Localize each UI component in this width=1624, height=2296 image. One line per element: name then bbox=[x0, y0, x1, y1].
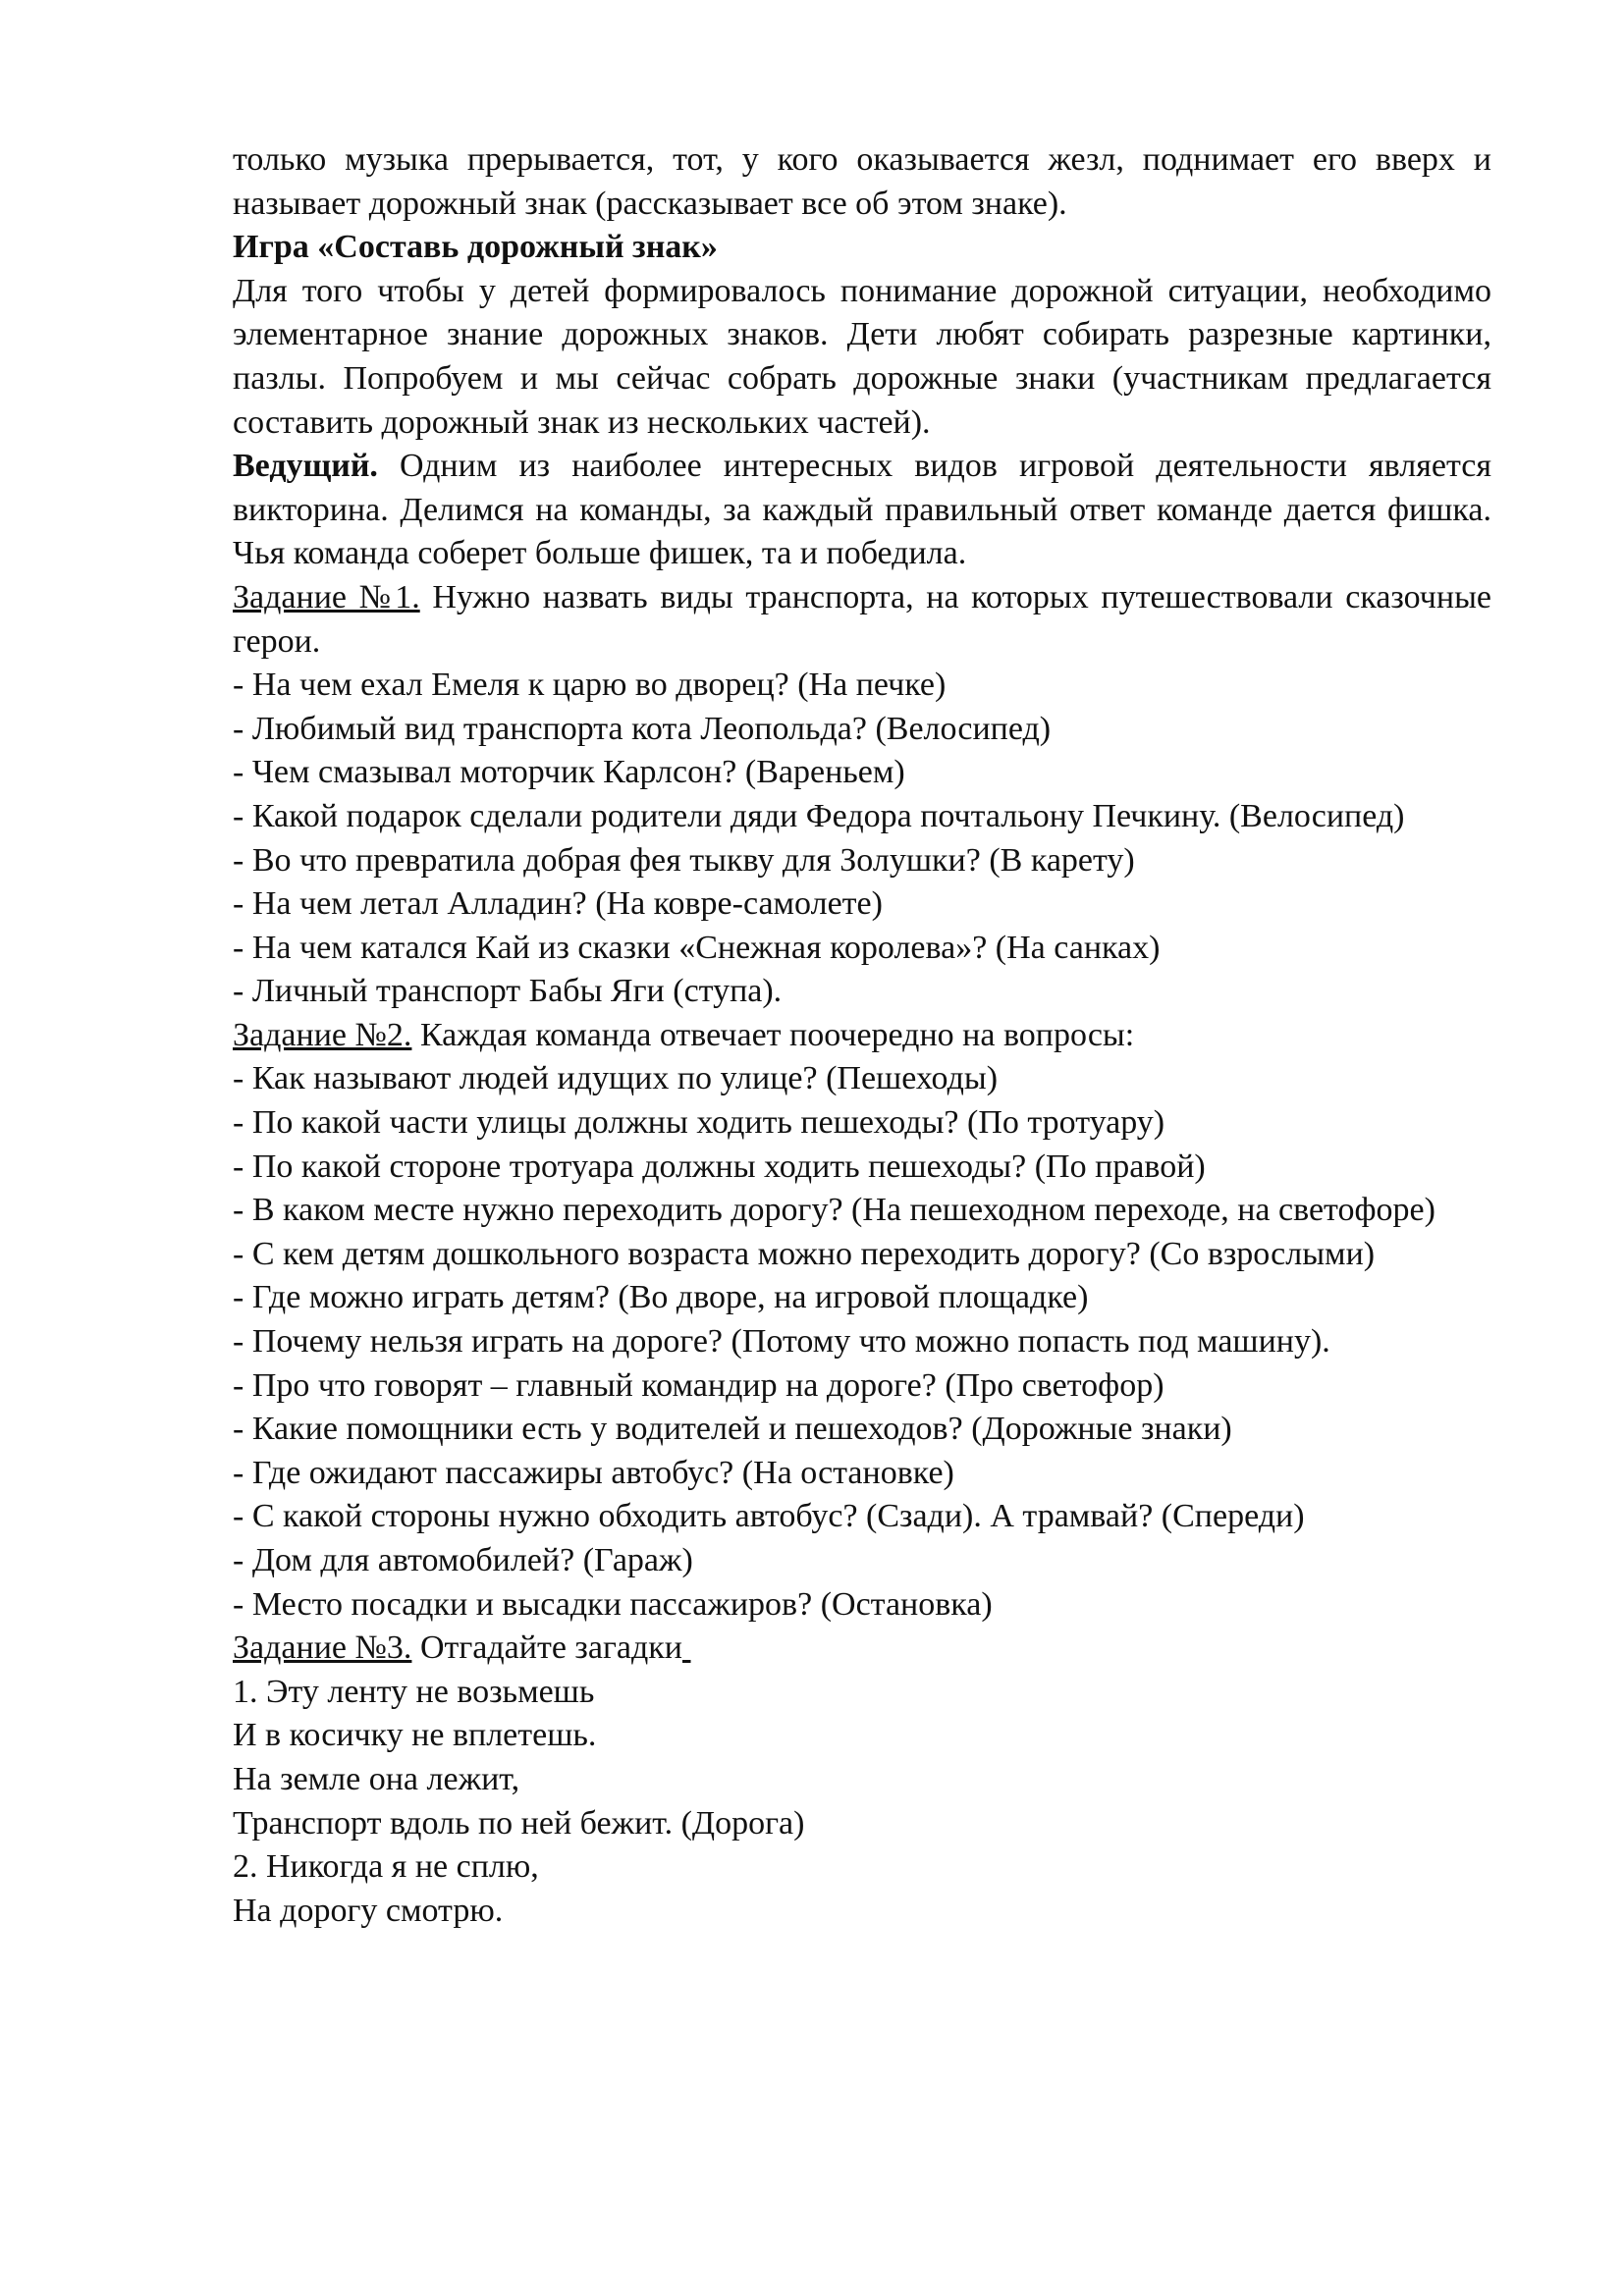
task2-question: - Где можно играть детям? (Во дворе, на игровой площадке) bbox=[233, 1279, 1089, 1316]
task2-question: - Где ожидают пассажиры автобус? (На остановке) bbox=[233, 1454, 954, 1491]
task1-text: Нужно назвать виды транспорта, на которых путешествовали сказочные герои. bbox=[233, 578, 1492, 660]
game-paragraph: Для того чтобы у детей формировалось понимание дорожной ситуации, необходимо элементарное знание дорожных знаков. Дети любят собирать разрезные картинки, пазлы. Попробуем и мы сейчас собрать дорожные знаки (участникам предлагается составить дорожный знак из нескольких частей). bbox=[233, 272, 1491, 441]
riddle-line: И в косичку не вплетешь. bbox=[233, 1717, 597, 1754]
riddle-line: На земле она лежит, bbox=[233, 1760, 520, 1797]
task2-question: - С кем детям дошкольного возраста можно переходить дорогу? (Со взрослыми) bbox=[233, 1235, 1376, 1272]
game-heading: Игра «Составь дорожный знак» bbox=[233, 229, 718, 266]
task2-question-list bbox=[233, 1057, 1491, 1627]
task2-question: - По какой части улицы должны ходить пешеходы? (По тротуару) bbox=[233, 1104, 1165, 1142]
task2-question: - Дом для автомобилей? (Гараж) bbox=[233, 1542, 693, 1578]
task2-text: Каждая команда отвечает поочередно на вопросы: bbox=[411, 1016, 1135, 1053]
host-label: Ведущий. bbox=[233, 448, 378, 485]
task1-label: Задание №1. bbox=[233, 578, 420, 615]
task2-question: - Про что говорят – главный командир на дороге? (Про светофор) bbox=[233, 1366, 1164, 1404]
task2-question: - С какой стороны нужно обходить автобус? (Сзади). А трамвай? (Спереди) bbox=[233, 1498, 1305, 1535]
task1-question: - Какой подарок сделали родители дяди Федора почтальону Печкину. (Велосипед) bbox=[233, 797, 1405, 834]
task3-heading bbox=[233, 1627, 1491, 1671]
task2-heading bbox=[233, 1014, 1491, 1058]
task1-question: - На чем ехал Емеля к царю во дворец? (На печке) bbox=[233, 667, 947, 704]
task1-question: - Личный транспорт Бабы Яги (ступа). bbox=[233, 973, 783, 1010]
task1-question-list bbox=[233, 664, 1491, 1014]
host-text: Одним из наиболее интересных видов игровой деятельности является викторина. Делимся на команды, за каждый правильный ответ команде дается фишка. Чья команда соберет больше фишек, та и победила. bbox=[233, 448, 1491, 572]
riddle-line: Транспорт вдоль по ней бежит. (Дорога) bbox=[233, 1804, 805, 1842]
task1-question: - Любимый вид транспорта кота Леопольда? (Велосипед) bbox=[233, 710, 1052, 747]
document-page bbox=[233, 138, 1491, 1933]
riddle-list bbox=[233, 1671, 1491, 1934]
task1-question: - На чем летал Алладин? (На ковре-самолете) bbox=[233, 885, 883, 923]
task2-question: - Почему нельзя играть на дороге? (Потому что можно попасть под машину). bbox=[233, 1323, 1330, 1361]
task2-question: - В каком месте нужно переходить дорогу? (На пешеходном переходе, на светофоре) bbox=[233, 1192, 1435, 1229]
task2-question: - Место посадки и высадки пассажиров? (Остановка) bbox=[233, 1585, 993, 1623]
task2-question: - По какой стороне тротуара должны ходить пешеходы? (По правой) bbox=[233, 1148, 1206, 1185]
task3-label: Задание №3. bbox=[233, 1629, 412, 1667]
riddle-line: 1. Эту ленту не возьмешь bbox=[233, 1673, 595, 1710]
task2-question: - Какие помощники есть у водителей и пешеходов? (Дорожные знаки) bbox=[233, 1411, 1232, 1448]
intro-paragraph: только музыка прерывается, тот, у кого оказывается жезл, поднимает его вверх и называет дорожный знак (рассказывает все об этом знаке). bbox=[233, 141, 1491, 222]
task2-question: - Как называют людей идущих по улице? (Пешеходы) bbox=[233, 1060, 999, 1097]
riddle-line: 2. Никогда я не сплю, bbox=[233, 1848, 539, 1886]
task1-question: - На чем катался Кай из сказки «Снежная королева»? (На санках) bbox=[233, 929, 1161, 966]
task1-question: - Чем смазывал моторчик Карлсон? (Вареньем) bbox=[233, 754, 905, 791]
riddle-line: На дорогу смотрю. bbox=[233, 1892, 504, 1929]
host-paragraph bbox=[233, 445, 1491, 576]
task1-heading bbox=[233, 576, 1491, 664]
task3-underline-space bbox=[682, 1629, 691, 1666]
task1-question: - Во что превратила добрая фея тыкву для Золушки? (В карету) bbox=[233, 841, 1135, 879]
task2-label: Задание №2. bbox=[233, 1016, 412, 1053]
task3-text: Отгадайте загадки bbox=[411, 1629, 682, 1667]
